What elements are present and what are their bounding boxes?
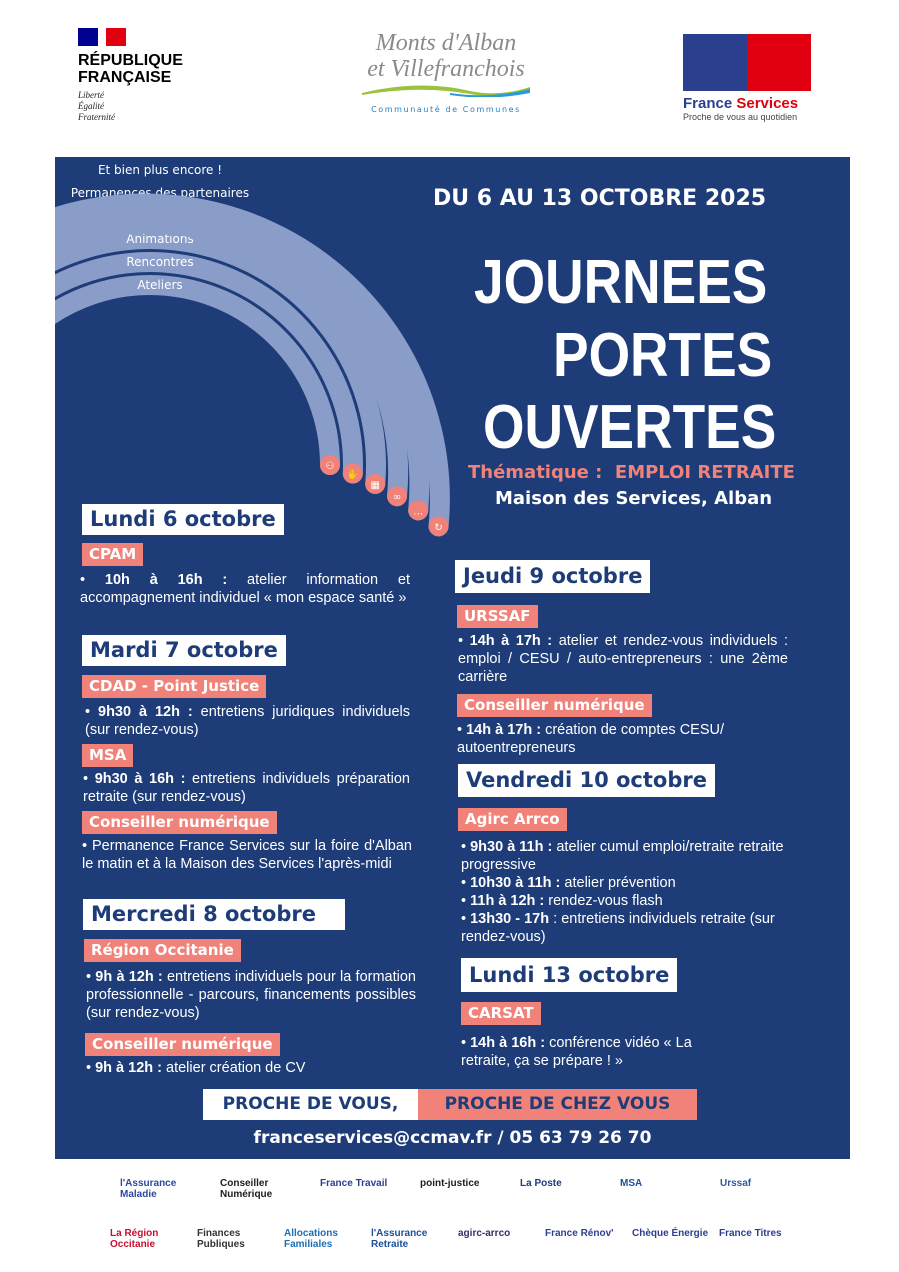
arc-band-label: Présentation des services [83, 209, 237, 223]
tag-cdad: CDAD - Point Justice [82, 675, 266, 698]
day-lundi-13: Lundi 13 octobre [461, 958, 677, 992]
cdad-item: • 9h30 à 12h : entretiens juridiques individuels (sur rendez-vous) [85, 704, 410, 738]
partner-logo: Chèque Énergie [632, 1228, 709, 1239]
place-line: Maison des Services, Alban [495, 488, 773, 509]
tag-conseiller-mardi: Conseiller numérique [82, 811, 277, 834]
republique-line1: RÉPUBLIQUE [78, 52, 183, 69]
fs-name1: France [683, 95, 733, 112]
arc-band-label: Ateliers [137, 278, 183, 292]
ccmav-line2: et Villefranchois [367, 56, 525, 82]
theme-label: Thématique : [468, 462, 603, 483]
slogan-band [203, 1089, 697, 1120]
contact-line[interactable]: franceservices@ccmav.fr / 05 63 79 26 70 [253, 1128, 652, 1148]
partner-logo: La Région Occitanie [110, 1228, 159, 1250]
partner-logo: Urssaf [720, 1178, 752, 1189]
fs-name2: Services [736, 95, 799, 112]
republique-line2: FRANÇAISE [78, 69, 172, 86]
handshake-icon-glyph: ✋ [346, 469, 360, 481]
refresh-icon-glyph: ↻ [434, 522, 443, 534]
partner-logo: Conseiller Numérique [220, 1178, 273, 1200]
partner-logo: l'Assurance Maladie [120, 1178, 177, 1200]
arc-band-label: Rencontres [126, 255, 194, 269]
tag-conseiller-mercredi: Conseiller numérique [85, 1033, 280, 1056]
people-icon-glyph: ⚇ [325, 461, 335, 472]
partner-logo: France Rénov' [545, 1228, 614, 1239]
day-lundi-6: Lundi 6 octobre [82, 504, 284, 535]
tag-agirc-arrco: Agirc Arrco [458, 808, 567, 831]
title-line2: PORTES [553, 321, 773, 390]
theme-value: EMPLOI RETRAITE [614, 462, 795, 483]
agirc-item-2: • 10h30 à 11h : atelier prévention [461, 875, 676, 891]
dates-heading: DU 6 AU 13 OCTOBRE 2025 [433, 186, 767, 211]
partner-logo: Finances Publiques [197, 1228, 245, 1250]
tag-urssaf: URSSAF [457, 605, 538, 628]
fs-tagline: Proche de vous au quotidien [683, 112, 798, 122]
title-line1: JOURNEES [474, 248, 768, 317]
day-mardi-7: Mardi 7 octobre [82, 635, 286, 666]
carsat-item: • 14h à 16h : conférence vidéo « La retraite, ça se prépare ! » [461, 1035, 692, 1069]
urssaf-item: • 14h à 17h : atelier et rendez-vous individuels : emploi / CESU / auto-entrepreneurs : une 2ème carrière [458, 633, 788, 685]
agirc-items [461, 838, 821, 946]
agirc-item-3: • 11h à 12h : rendez-vous flash [461, 893, 663, 909]
republique-francaise-logo [78, 28, 183, 123]
slogan-part2: PROCHE DE CHEZ VOUS [418, 1089, 697, 1120]
partner-logo: agirc-arrco [458, 1228, 511, 1239]
partner-logo: Allocations Familiales [284, 1228, 338, 1250]
partner-logo: France Titres [719, 1228, 782, 1239]
ccmav-logo [350, 30, 542, 114]
arc-band-label: Animations [126, 232, 194, 246]
france-services-logo [683, 34, 823, 122]
conseiller-jeudi-item: • 14h à 17h : création de comptes CESU/ autoentrepreneurs [457, 722, 725, 756]
msa-item: • 9h30 à 16h : entretiens individuels préparation retraite (sur rendez-vous) [83, 771, 410, 805]
chat-icon-glyph: … [413, 506, 424, 518]
conseiller-mardi-item: • Permanence France Services sur la foire d'Alban le matin et à la Maison des Services l'après-midi [82, 838, 412, 872]
partner-logo: La Poste [520, 1178, 562, 1189]
conseiller-mercredi-item: • 9h à 12h : atelier création de CV [86, 1060, 306, 1076]
day-mercredi-8: Mercredi 8 octobre [83, 899, 345, 930]
title-line3: OUVERTES [483, 393, 777, 462]
tag-carsat: CARSAT [461, 1002, 541, 1025]
shop-icon-glyph: ▦ [370, 479, 380, 491]
agirc-item-1: • 9h30 à 11h : atelier cumul emploi/retraite retraite progressive [461, 839, 784, 873]
region-item: • 9h à 12h : entretiens individuels pour la formation professionnelle - parcours, financements possibles (sur rendez-vous) [86, 969, 416, 1021]
motto-fraternite: Fraternité [78, 112, 115, 122]
tag-region-occitanie: Région Occitanie [84, 939, 241, 962]
day-jeudi-9: Jeudi 9 octobre [455, 560, 650, 593]
slogan-part1: PROCHE DE VOUS, [203, 1089, 418, 1120]
partner-logo: point-justice [420, 1178, 480, 1189]
arc-band-label: Et bien plus encore ! [97, 163, 223, 177]
tag-conseiller-jeudi: Conseiller numérique [457, 694, 652, 717]
motto-liberte: Liberté [78, 90, 104, 100]
cpam-item: • 10h à 16h : atelier information et accompagnement individuel « mon espace santé » [80, 572, 411, 606]
partner-logo: MSA [620, 1178, 643, 1189]
tag-msa: MSA [82, 744, 133, 767]
ccmav-wave [360, 83, 532, 97]
theme-line [468, 462, 795, 483]
ccmav-sub: Communauté de Communes [371, 105, 521, 114]
partner-logo: France Travail [320, 1178, 388, 1189]
binoculars-icon-glyph: ∞ [392, 492, 402, 504]
tag-cpam: CPAM [82, 543, 143, 566]
arc-band-label: Permanences des partenaires [70, 186, 250, 200]
ccmav-line1: Monts d'Alban [375, 30, 517, 56]
agirc-item-4: • 13h30 - 17h : entretiens individuels retraite (sur rendez-vous) [461, 911, 775, 945]
motto-egalite: Égalité [78, 101, 104, 111]
partner-logo: l'Assurance Retraite [371, 1228, 428, 1250]
day-vendredi-10: Vendredi 10 octobre [458, 764, 715, 797]
